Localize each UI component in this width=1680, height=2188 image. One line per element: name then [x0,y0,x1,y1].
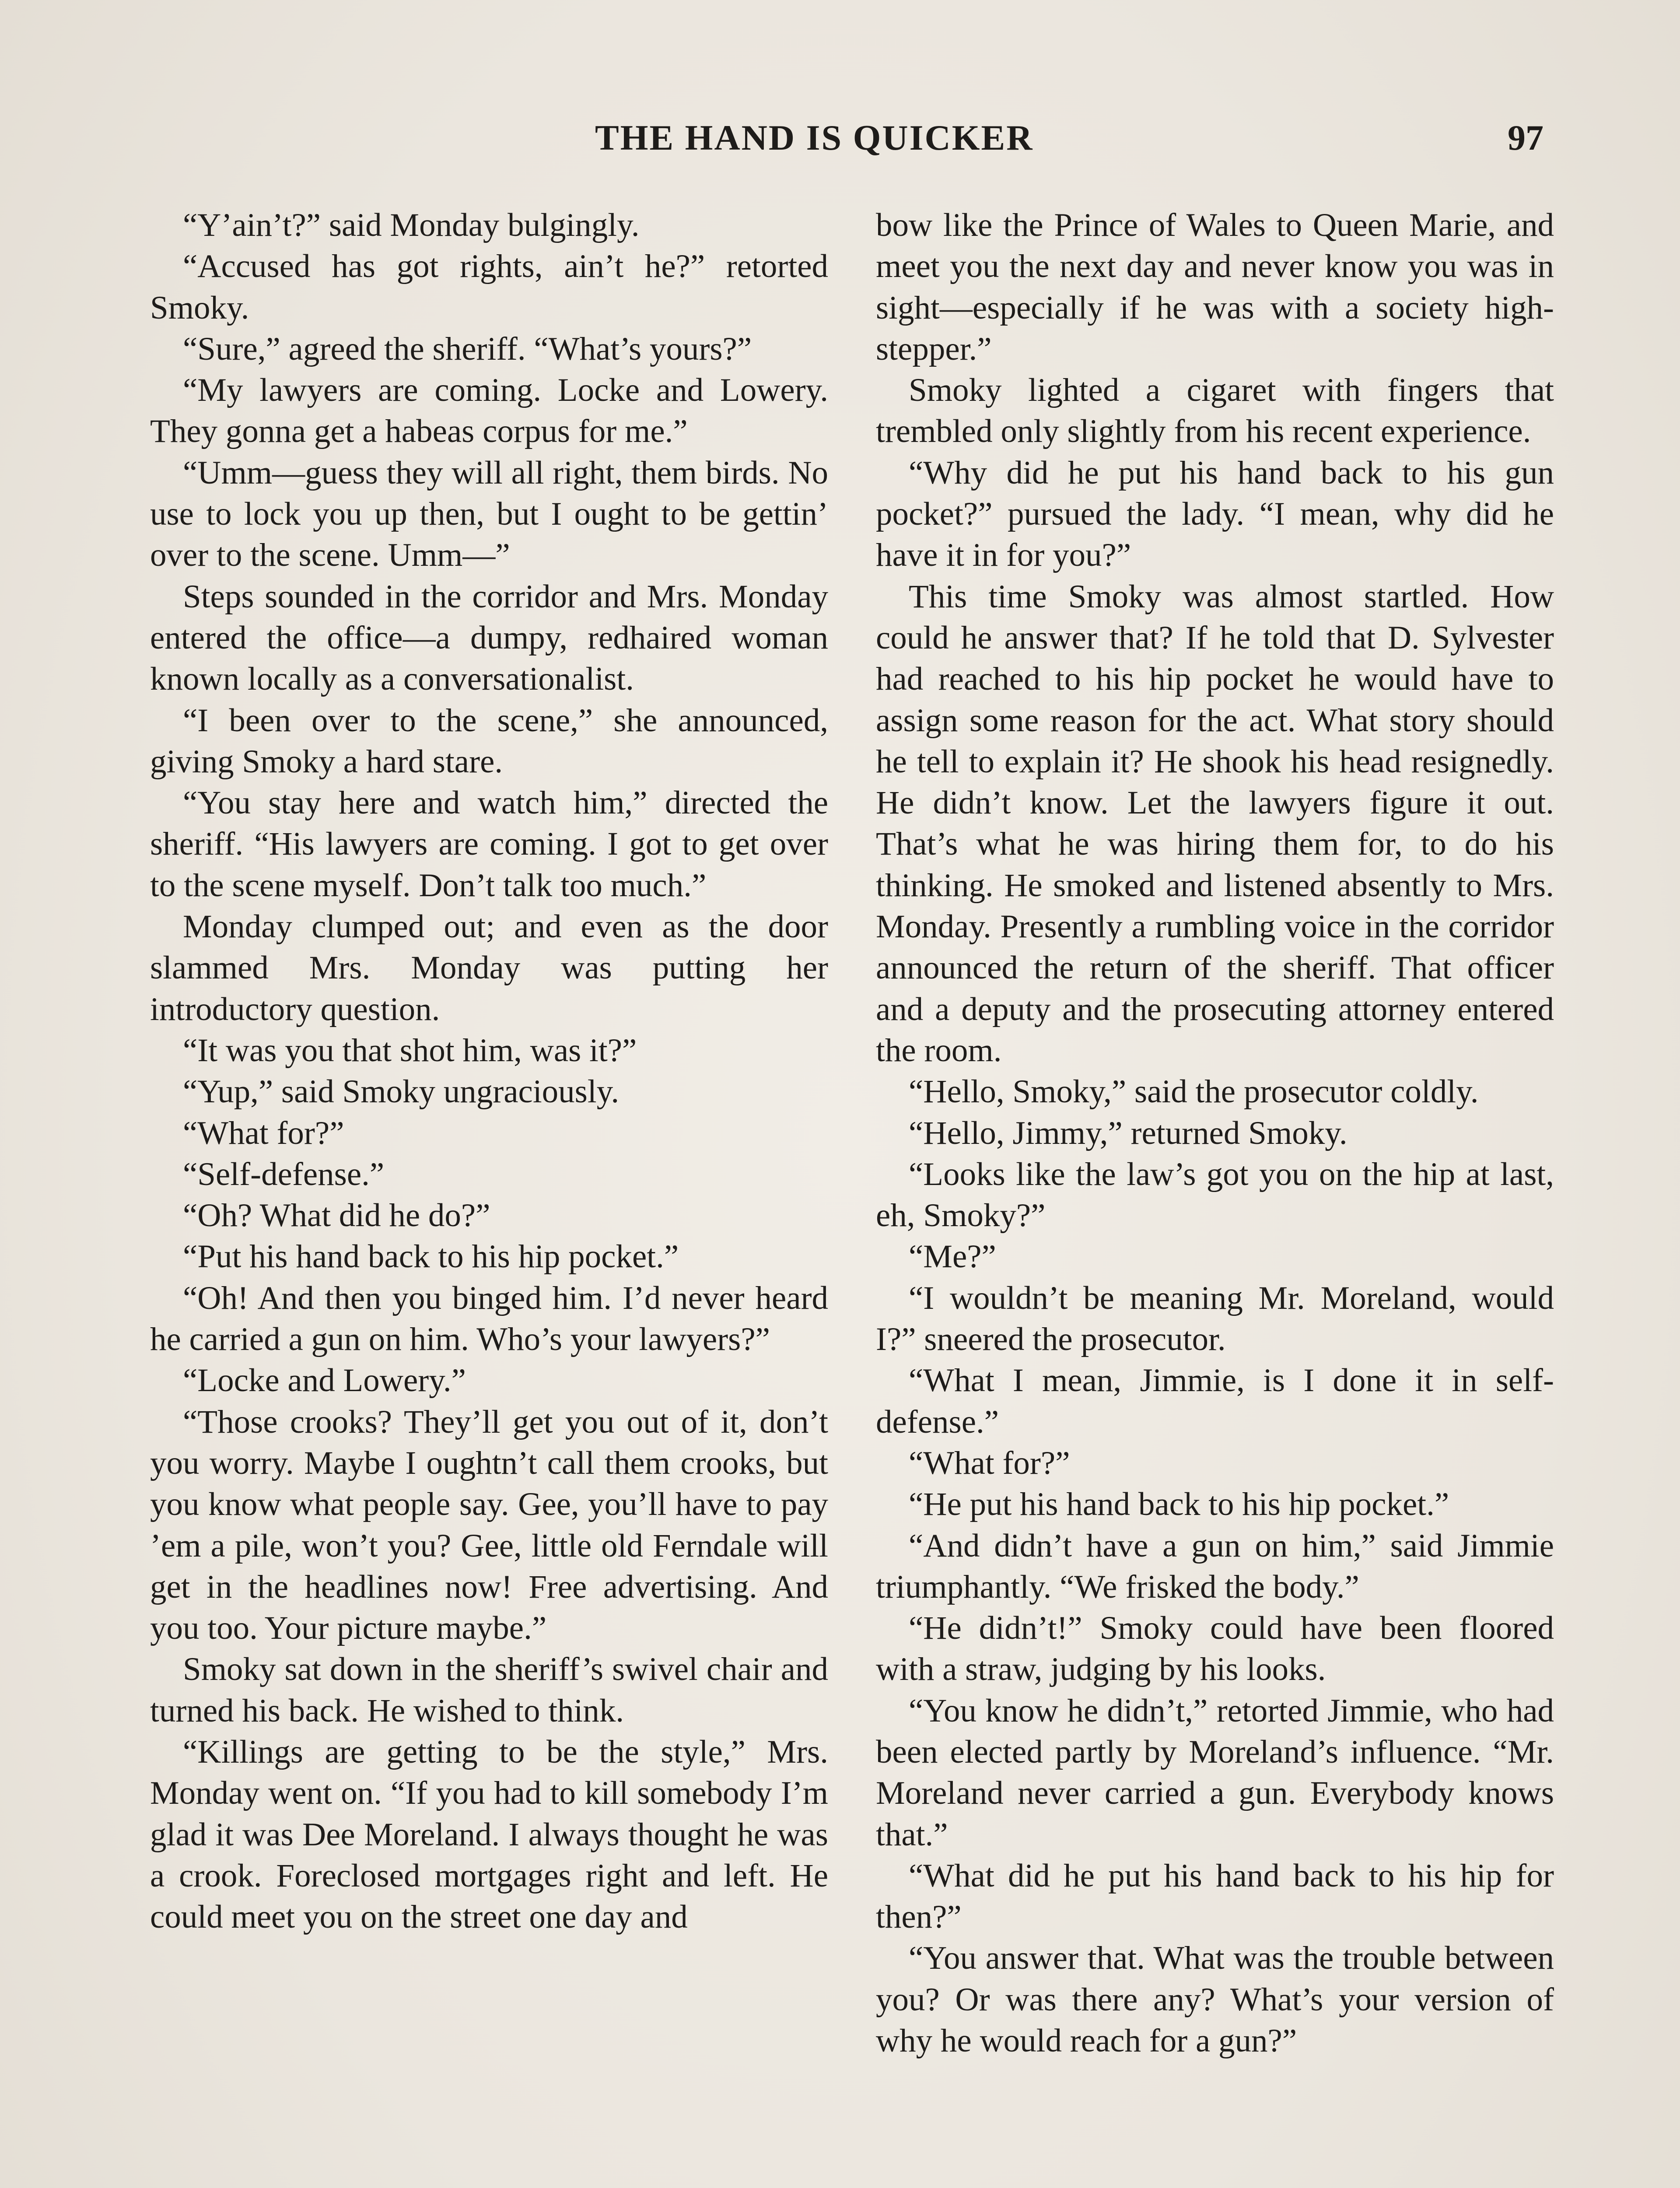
paragraph: “You answer that. What was the trouble between you? Or was there any? What’s your version of why he would reach for a gun?” [876,1940,1554,2059]
paragraph: “Sure,” agreed the sheriff. “What’s yours?” [183,330,752,367]
paragraph: Smoky sat down in the sheriff’s swivel chair and turned his back. He wished to think. [150,1651,828,1729]
right-column [876,205,1554,2062]
paragraph: “And didn’t have a gun on him,” said Jimmie triumphantly. “We frisked the body.” [876,1527,1554,1605]
paragraph: “Self-defense.” [183,1156,385,1192]
paragraph: “I wouldn’t be meaning Mr. Moreland, would I?” sneered the prosecutor. [876,1280,1554,1358]
paragraph: “Yup,” said Smoky ungraciously. [183,1073,620,1110]
paragraph: “You stay here and watch him,” directed the sheriff. “His lawyers are coming. I got to get over to the scene myself. Don’t talk too much.” [150,785,828,904]
paragraph: “Looks like the law’s got you on the hip at last, eh, Smoky?” [876,1156,1554,1234]
paragraph: “Me?” [909,1238,996,1275]
paragraph: “Oh! And then you binged him. I’d never heard he carried a gun on him. Who’s your lawyers?” [150,1280,828,1358]
page-number: 97 [1508,118,1544,158]
paragraph: “It was you that shot him, was it?” [183,1032,637,1069]
paragraph: “Put his hand back to his hip pocket.” [183,1238,679,1275]
running-title: THE HAND IS QUICKER [595,118,1034,158]
paragraph: “Those crooks? They’ll get you out of it, don’t you worry. Maybe I oughtn’t call them crooks, but you know what people say. Gee, you’ll have to pay ’em a pile, won’t you? Gee, little old Ferndale will get in the headlines now! Free advertising. And you too. Your picture maybe.” [150,1403,828,1647]
paragraph: “Why did he put his hand back to his gun pocket?” pursued the lady. “I mean, why did he have it in for you?” [876,454,1554,574]
paragraph: Steps sounded in the corridor and Mrs. Monday entered the office—a dumpy, redhaired woman known locally as a conversationalist. [150,578,828,698]
paragraph: “What did he put his hand back to his hip for then?” [876,1857,1554,1936]
paragraph: “Hello, Smoky,” said the prosecutor coldly. [909,1073,1479,1110]
paragraph-continuation: bow like the Prince of Wales to Queen Marie, and meet you the next day and never know you was in sight—especially if he was with a society high-stepper.” [876,207,1554,367]
paragraph: “He put his hand back to his hip pocket.” [909,1486,1449,1523]
paragraph: “What I mean, Jimmie, is I done it in self-defense.” [876,1362,1554,1440]
paragraph: “He didn’t!” Smoky could have been floored with a straw, judging by his looks. [876,1610,1554,1688]
paragraph: “You know he didn’t,” retorted Jimmie, who had been elected partly by Moreland’s influence. “Mr. Moreland never carried a gun. Everybody knows that.” [876,1692,1554,1853]
paragraph: “My lawyers are coming. Locke and Lowery. They gonna get a habeas corpus for me.” [150,372,828,450]
left-column [150,205,828,1938]
paragraph: “Accused has got rights, ain’t he?” retorted Smoky. [150,248,828,326]
paragraph: Smoky lighted a cigaret with fingers that trembled only slightly from his recent experience. [876,372,1554,450]
paragraph: “Y’ain’t?” said Monday bulgingly. [183,207,640,243]
paragraph: “Hello, Jimmy,” returned Smoky. [909,1115,1348,1151]
paragraph: “Killings are getting to be the style,” Mrs. Monday went on. “If you had to kill somebody I’m glad it was Dee Moreland. I always thought he was a crook. Foreclosed mortgages right and left. He could meet you on the street one day and [150,1733,828,1936]
paragraph: Monday clumped out; and even as the door slammed Mrs. Monday was putting her introductory question. [150,908,828,1027]
paragraph: “What for?” [183,1115,344,1151]
paragraph: “I been over to the scene,” she announced, giving Smoky a hard stare. [150,702,828,780]
paragraph: “Oh? What did he do?” [183,1197,490,1234]
paragraph: “Umm—guess they will all right, them birds. No use to lock you up then, but I ought to be gettin’ over to the scene. Umm—” [150,454,828,574]
paragraph: “What for?” [909,1445,1070,1481]
paragraph: This time Smoky was almost startled. How could he answer that? If he told that D. Sylvester had reached to his hip pocket he would have to assign some reason for the act. What story should he tell to explain it? He shook his head resignedly. He didn’t know. Let the lawyers figure it out. That’s what he was hiring them for, to do his thinking. He smoked and listened absently to Mrs. Monday. Presently a rumbling voice in the corridor announced the return of the sheriff. That officer and a deputy and the prosecuting attorney entered the room. [876,578,1554,1069]
paragraph: “Locke and Lowery.” [183,1362,466,1399]
